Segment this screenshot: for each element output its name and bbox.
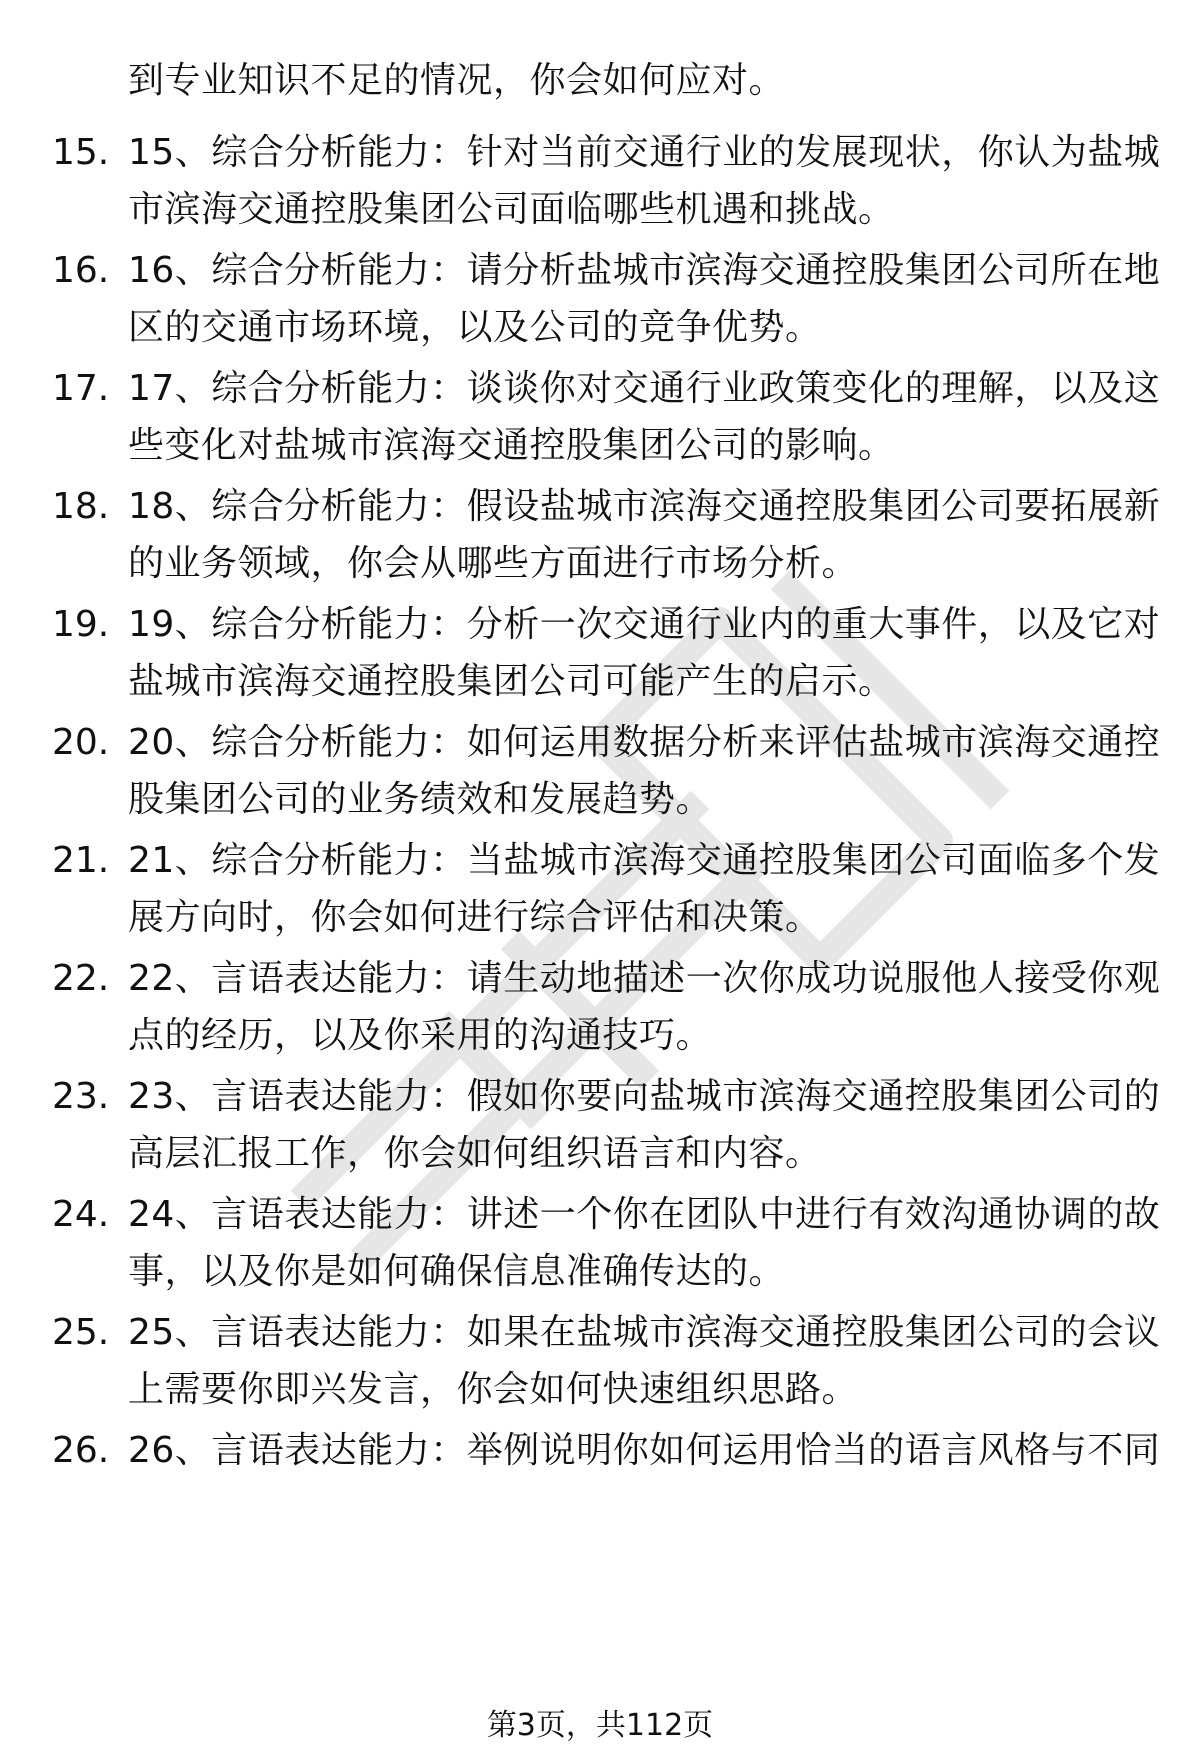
item-line-2: 市滨海交通控股集团公司面临哪些机遇和挑战。	[128, 189, 895, 230]
item-line-2: 事，以及你是如何确保信息准确传达的。	[128, 1251, 786, 1292]
item-number: 22.	[52, 958, 110, 999]
item-line-1: 19、综合分析能力：分析一次交通行业内的重大事件，以及它对	[128, 604, 1161, 645]
item-line-2: 盐城市滨海交通控股集团公司可能产生的启示。	[128, 661, 895, 702]
item-line-1: 16、综合分析能力：请分析盐城市滨海交通控股集团公司所在地	[128, 250, 1161, 291]
item-line-1: 15、综合分析能力：针对当前交通行业的发展现状，你认为盐城	[128, 132, 1161, 173]
page-footer: 第3页，共112页	[486, 1708, 714, 1743]
item-number: 21.	[52, 840, 110, 881]
item-line-2: 区的交通市场环境，以及公司的竞争优势。	[128, 307, 822, 348]
item-line-1: 20、综合分析能力：如何运用数据分析来评估盐城市滨海交通控	[128, 722, 1161, 763]
item-number: 20.	[52, 722, 110, 763]
item-line-2: 展方向时，你会如何进行综合评估和决策。	[128, 897, 822, 938]
item-number: 18.	[52, 486, 110, 527]
item-line-1: 25、言语表达能力：如果在盐城市滨海交通控股集团公司的会议	[128, 1312, 1161, 1353]
item-line-1: 18、综合分析能力：假设盐城市滨海交通控股集团公司要拓展新	[128, 486, 1161, 527]
item-number: 24.	[52, 1194, 110, 1235]
item-number: 25.	[52, 1312, 110, 1353]
item-number: 17.	[52, 368, 110, 409]
item-line-1: 26、言语表达能力：举例说明你如何运用恰当的语言风格与不同	[128, 1430, 1161, 1471]
item-line-1: 22、言语表达能力：请生动地描述一次你成功说服他人接受你观	[128, 958, 1161, 999]
item-number: 23.	[52, 1076, 110, 1117]
item-line-2: 高层汇报工作，你会如何组织语言和内容。	[128, 1133, 822, 1174]
item-number: 19.	[52, 604, 110, 645]
item-line-2: 点的经历，以及你采用的沟通技巧。	[128, 1015, 713, 1056]
item-line-1: 23、言语表达能力：假如你要向盐城市滨海交通控股集团公司的	[128, 1076, 1161, 1117]
item-line-1: 24、言语表达能力：讲述一个你在团队中进行有效沟通协调的故	[128, 1194, 1161, 1235]
item-number: 15.	[52, 132, 110, 173]
item-line-1: 21、综合分析能力：当盐城市滨海交通控股集团公司面临多个发	[128, 840, 1161, 881]
item-line-2: 的业务领域，你会从哪些方面进行市场分析。	[128, 543, 859, 584]
item-number: 26.	[52, 1430, 110, 1471]
item-line-1: 17、综合分析能力：谈谈你对交通行业政策变化的理解，以及这	[128, 368, 1161, 409]
item-line-2: 股集团公司的业务绩效和发展趋势。	[128, 779, 713, 820]
item-number: 16.	[52, 250, 110, 291]
item-line-2: 些变化对盐城市滨海交通控股集团公司的影响。	[128, 425, 895, 466]
item-line-2: 上需要你即兴发言，你会如何快速组织思路。	[128, 1369, 859, 1410]
continuation-line: 到专业知识不足的情况，你会如何应对。	[128, 60, 786, 101]
